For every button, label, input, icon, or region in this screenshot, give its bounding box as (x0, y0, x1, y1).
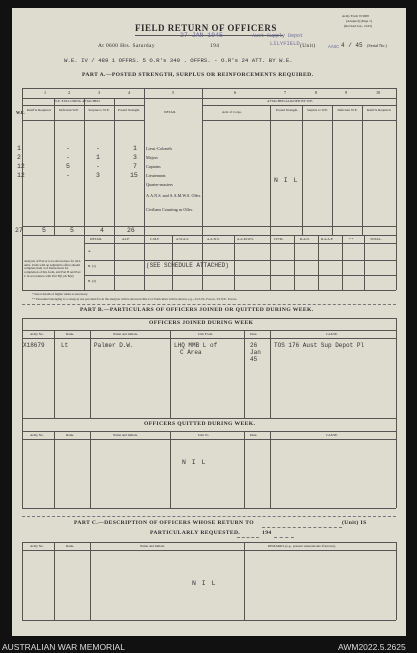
cell-surplus: 1 (96, 154, 100, 161)
part-c-unit-label: (Unit) IS (342, 520, 367, 526)
part-c-heading: PART C.—DESCRIPTION OF OFFICERS WHOSE RETURN TO (74, 520, 254, 526)
col-header-deficient: Deficient W.E. (58, 108, 80, 112)
col-number: 1 (44, 90, 47, 95)
cell-we: 2 (17, 154, 21, 161)
rank-label: Lieut.-Colonels (146, 146, 173, 151)
col-header-surplus: Surplus to W.E. (88, 108, 110, 112)
archive-footer (0, 640, 417, 653)
unit-label: (Unit) (300, 43, 316, 49)
part-c-col: Army No. (30, 544, 44, 548)
analysis-header: A.A.N.S. (207, 237, 220, 241)
cell-deficient: - (66, 172, 70, 179)
joined-col: Army No. (30, 332, 44, 336)
group-header-attached: ATTACHED ALIGNED BY W.E. (267, 99, 314, 103)
see-schedule-note: (SEE SCHEDULE ATTACHED) (146, 262, 229, 269)
col-header-surplus2: Surplus to W.E. (306, 108, 329, 112)
joined-rank: Lt (61, 342, 69, 349)
quitted-heading: OFFICERS QUITTED DURING WEEK. (144, 421, 256, 427)
joined-army-no: X18679 (23, 342, 45, 349)
col-header-reinf2: Reinf'ts Required. (366, 108, 392, 112)
archive-accession: AWM2022.5.2625 (338, 642, 406, 652)
total-posted: 26 (127, 227, 135, 234)
footnote-2: ** Personnel belonging to a category not provided for in the analysis will be shown in this Col. Particulars will be shown, e.g., 2/4 U.K. Forces, 3/2 N.E. Forces. (32, 297, 238, 301)
part-c-col: Name and Initials. (140, 544, 165, 548)
col-number: 9 (345, 90, 348, 95)
col-number: 6 (234, 90, 237, 95)
group-header-we: W.E. EXCLUDING ATTACHED. (54, 99, 101, 103)
joined-heading: OFFICERS JOINED DURING WEEK (149, 320, 254, 326)
cell-deficient: - (66, 154, 70, 161)
col-header-detail: DETAIL (164, 110, 176, 114)
analysis-header: * * (349, 237, 354, 241)
joined-date-day: 26 (250, 342, 258, 349)
total-reinf: 5 (42, 227, 46, 234)
form-sheet (12, 8, 406, 636)
attached-nil: N I L (274, 177, 299, 184)
quitted-col: Name and Initials. (113, 433, 138, 437)
col-header-we: W.E. (16, 110, 25, 115)
quitted-nil: N I L (182, 459, 207, 466)
col-header-arm: Arm of Corps. (222, 110, 242, 114)
stamp-unit: Aust Supply Depot (252, 33, 304, 39)
rank-label: Civilians Counting as Offrs. (146, 207, 194, 212)
stamp-date: 27 JAN 1945 (180, 32, 223, 39)
archive-name: AUSTRALIAN WAR MEMORIAL (2, 642, 125, 652)
analysis-header: C.M.F. (150, 237, 160, 241)
rank-label: Quarter-masters (146, 182, 173, 187)
cell-surplus: 3 (96, 172, 100, 179)
serial-value: 4 / 45 (341, 42, 363, 49)
joined-unit-from-2: C Area (180, 349, 202, 356)
analysis-row-label: B. (2) (88, 279, 96, 283)
form-title: FIELD RETURN OF OFFICERS (135, 23, 277, 33)
quitted-col: Date. (250, 433, 258, 437)
cell-surplus: - (96, 163, 100, 170)
total-deficient: 5 (70, 227, 74, 234)
part-c-year: 194 (262, 530, 272, 536)
joined-date-year: 45 (250, 356, 258, 363)
cell-posted: 15 (130, 172, 138, 179)
analysis-header: R.A.N. (300, 237, 310, 241)
col-number: 4 (128, 90, 131, 95)
analysis-header: R.A.A.F. (321, 237, 334, 241)
we-line: W.E. IV / 489 1 OFFRS. 5 O.R's 349 . OFFRS. - O.R's 24 ATT. BY W.E. (64, 57, 293, 64)
part-c-col: Rank. (66, 544, 75, 548)
part-c-col: REMARKS (e.g., present whereabouts if known). (268, 544, 336, 548)
analysis-row-label: B. (1) (88, 264, 96, 268)
joined-unit-from: LHQ MMB L of (174, 342, 218, 349)
joined-col: Unit From. (198, 332, 214, 336)
footnote-1: * Insert details of higher ranks as necessary. (32, 292, 89, 296)
analysis-header: A.I.F. (122, 237, 130, 241)
quitted-col: Rank. (66, 433, 75, 437)
form-adapted: (Adapted) (Page 1) (346, 19, 372, 23)
cell-we: 12 (17, 163, 25, 170)
analysis-header: A.A.M.W.S. (237, 237, 254, 241)
part-b-heading: PART B.—PARTICULARS OF OFFICERS JOINED OR QUITTED DURING WEEK. (80, 307, 314, 313)
quitted-col: Unit To. (198, 433, 210, 437)
col-number: 10 (376, 90, 381, 95)
rank-label: A.A.N.S. and A.A.M.W.S. Offrs. (146, 193, 202, 198)
col-header-posted2: Posted Strength. (275, 108, 299, 112)
rank-label: Captains (146, 164, 161, 169)
analysis-row-label: A. (88, 249, 92, 253)
col-number: 3 (98, 90, 101, 95)
col-number: 7 (284, 90, 287, 95)
cell-posted: 1 (133, 145, 137, 152)
report-time: At 0600 Hrs. Saturday (98, 43, 155, 49)
quitted-col: Army No. (30, 433, 44, 437)
analysis-header: A.W.A.S. (176, 237, 190, 241)
stamp-code: AASC (328, 45, 340, 50)
rank-label: Majors (146, 155, 158, 160)
col-number: 2 (68, 90, 71, 95)
form-number: Army Form W3008 (342, 14, 369, 18)
joined-name: Palmer D.W. (94, 342, 134, 349)
cell-deficient: 5 (66, 163, 70, 170)
joined-cause: TOS 176 Aust Sup Depot Pl (274, 342, 365, 349)
cell-we: 12 (17, 172, 25, 179)
joined-date-month: Jan (250, 349, 261, 356)
serial-label: (Serial No.) (367, 43, 387, 48)
part-c-nil: N I L (192, 580, 217, 587)
analysis-note: Analysis of Part A to be shown here for ALL units. Units with an Adjutant's office should complete item 4 of Instructions for completion of this form, and Part B and Part C in accordance with Part B(1) & B(2). (24, 259, 81, 278)
cell-posted: 3 (133, 154, 137, 161)
total-we: 27 (15, 227, 23, 234)
joined-col: Name and Initials. (113, 332, 138, 336)
rank-label: Lieutenants (146, 173, 166, 178)
cell-posted: 7 (133, 163, 137, 170)
part-a-heading: PART A.—POSTED STRENGTH, SURPLUS OR REINFORCEMENTS REQUIRED. (82, 72, 314, 78)
analysis-header: TOTAL. (370, 237, 382, 241)
col-number: 8 (315, 90, 318, 95)
cell-we: 1 (17, 145, 21, 152)
cell-surplus: - (96, 145, 100, 152)
col-header-reinf: Reinf'ts Required. (26, 108, 52, 112)
quitted-col: CAUSE. (326, 433, 338, 437)
cell-deficient: - (66, 145, 70, 152)
analysis-header: DETAIL (90, 237, 102, 241)
joined-col: CAUSE. (326, 332, 338, 336)
report-year: 194 (210, 43, 220, 49)
analysis-header: CIVIL. (274, 237, 284, 241)
stamp-place: LILYFIELD (270, 40, 300, 47)
total-surplus: 4 (100, 227, 104, 234)
joined-col: Date. (250, 332, 258, 336)
part-c-requested: PARTICULARLY REQUESTED. (150, 530, 241, 536)
joined-col: Rank. (66, 332, 75, 336)
col-number: 5 (172, 90, 175, 95)
col-header-posted: Posted Strength. (117, 108, 141, 112)
form-revised: (Revised Jan., 1943) (344, 24, 372, 28)
col-header-deficient2: Deficient W.E. (337, 108, 358, 112)
